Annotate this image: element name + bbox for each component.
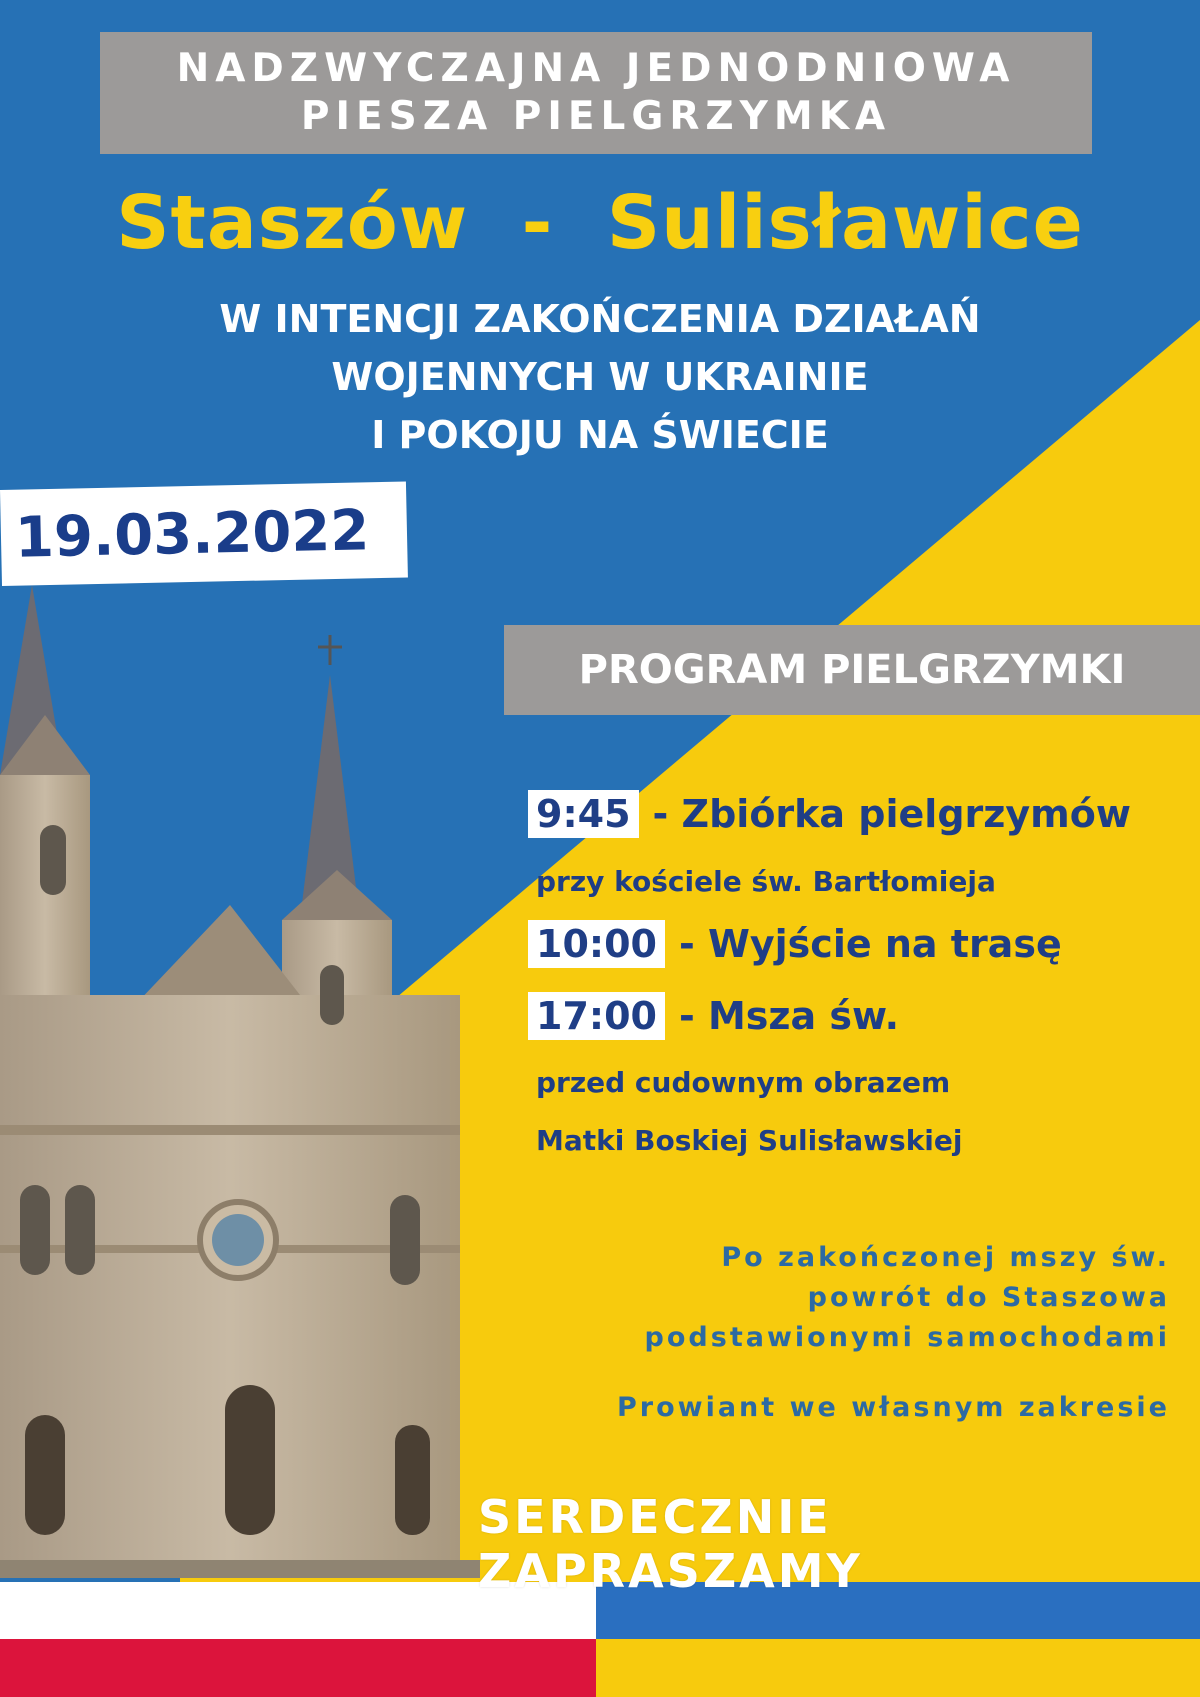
church-illustration (0, 585, 480, 1585)
header-line-1: NADZWYCZAJNA JEDNODNIOWA (176, 46, 1016, 91)
program-title: PROGRAM PIELGRZYMKI (504, 625, 1200, 715)
schedule-item-2 (528, 920, 1062, 968)
event-date: 19.03.2022 (0, 481, 408, 585)
schedule-label: - Wyjście na trasę (678, 922, 1062, 966)
header-line-2: PIESZA PIELGRZYMKA (300, 94, 892, 139)
return-note-line-3: podstawionymi samochodami (644, 1322, 1170, 1353)
return-note (470, 1238, 1170, 1358)
return-note-line-1: Po zakończonej mszy św. (721, 1242, 1170, 1273)
invitation-text: SERDECZNIE ZAPRASZAMY (478, 1490, 863, 1598)
header-banner (100, 32, 1092, 154)
route-title: Staszów - Sulisławice (116, 180, 1084, 266)
intention-text (0, 290, 1200, 464)
intention-line-1: W INTENCJI ZAKOŃCZENIA DZIAŁAŃ (219, 297, 981, 341)
intention-line-3: I POKOJU NA ŚWIECIE (371, 413, 829, 457)
schedule-label: - Msza św. (678, 994, 900, 1038)
food-note: Prowiant we własnym zakresie (616, 1392, 1170, 1423)
intention-line-2: WOJENNYCH W UKRAINIE (331, 355, 869, 399)
schedule-label: - Zbiórka pielgrzymów (652, 792, 1131, 836)
schedule-detail-3a: przed cudownym obrazem (536, 1066, 951, 1099)
time-badge: 9:45 (528, 790, 639, 838)
time-badge: 10:00 (528, 920, 665, 968)
schedule-item-3 (528, 992, 899, 1040)
ukraine-flag-yellow (596, 1639, 1200, 1697)
schedule-detail-1: przy kościele św. Bartłomieja (536, 865, 996, 898)
return-note-line-2: powrót do Staszowa (807, 1282, 1170, 1313)
schedule-item-1 (528, 790, 1131, 838)
poland-flag-red (0, 1639, 596, 1697)
schedule-detail-3b: Matki Boskiej Sulisławskiej (536, 1124, 963, 1157)
time-badge: 17:00 (528, 992, 665, 1040)
